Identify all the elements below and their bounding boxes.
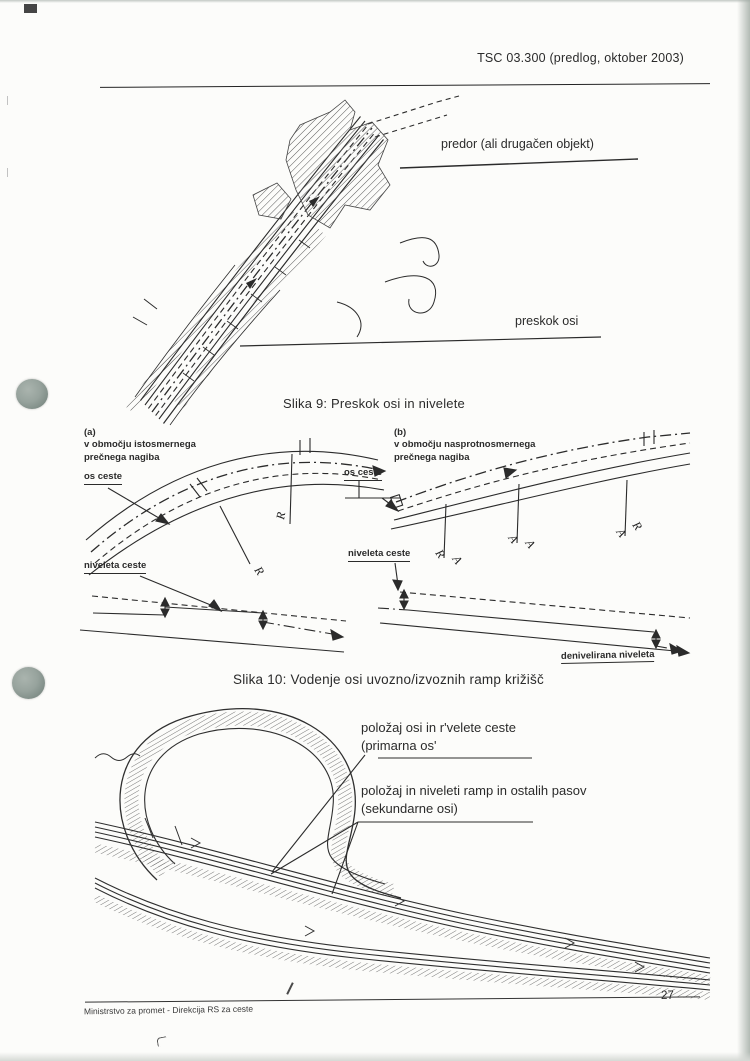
axis-jump-leader — [240, 337, 601, 346]
secondary-axis-label — [361, 782, 586, 817]
tunnel-label: predor (ali drugačen objekt) — [441, 137, 594, 151]
panel-a-title — [84, 427, 196, 464]
arrowhead — [400, 590, 408, 598]
arrowhead — [652, 630, 660, 638]
curve-marker-letter: R — [432, 546, 449, 561]
panel-b-title-line1: v območju nasprotnosmernega — [394, 439, 536, 451]
curve-marker-letter: A — [505, 531, 522, 546]
secondary-axis-label-line1: položaj in niveleti ramp in ostalih pasov — [361, 783, 587, 798]
page-header: TSC 03.300 (predlog, oktober 2003) — [477, 51, 684, 65]
scan-edge-right — [737, 0, 750, 1061]
tunnel-label-leader — [400, 159, 638, 168]
arrowhead — [331, 630, 343, 640]
arrowhead — [259, 611, 267, 619]
punch-hole-top — [16, 379, 48, 409]
offset-level-label: denivelirana niveleta — [560, 649, 655, 662]
punch-hole-bottom — [12, 667, 45, 699]
arrowhead — [393, 580, 402, 590]
figure10-caption: Slika 10: Vodenje osi uvozno/izvoznih ramp križišč — [233, 672, 544, 687]
scan-edge-bottom — [0, 1052, 750, 1061]
panel-a-title-line2: prečnega nagiba — [84, 451, 160, 463]
secondary-road-hatch — [95, 898, 710, 996]
figure9-caption: Slika 9: Preskok osi in nivelete — [283, 396, 465, 411]
level-label-a: niveleta ceste — [84, 560, 146, 574]
arrowhead — [156, 514, 169, 524]
arrowhead — [161, 598, 169, 606]
axis-label-a: os ceste — [84, 471, 122, 485]
panel-a-title-line1: v območju istosmernega — [84, 439, 196, 451]
primary-axis-label-line1: položaj osi in r'velete ceste — [361, 720, 516, 735]
footer-text: Ministrstvo za promet - Direkcija RS za ceste — [83, 1003, 254, 1017]
scan-edge-top — [0, 0, 750, 3]
panel-a-level-lines — [80, 576, 346, 652]
secondary-axis-label-line2: (sekundarne osi) — [361, 800, 458, 816]
curve-marker-letter: A — [613, 525, 630, 540]
axis-jump-label: preskok osi — [515, 314, 579, 328]
arrowhead — [400, 601, 408, 609]
footer-rule — [85, 996, 700, 1002]
curve-marker-letter: A — [449, 552, 466, 567]
primary-axis-label — [361, 719, 516, 754]
curve-marker-letter: R — [273, 510, 289, 521]
panel-b-title — [394, 427, 535, 464]
header-rule — [100, 83, 710, 88]
arrowhead — [161, 609, 169, 617]
arrowhead — [259, 621, 267, 629]
page-number: 27 — [661, 990, 674, 1002]
margin-tick — [7, 96, 8, 105]
primary-axis-label-line2: (primarna os' — [361, 737, 437, 753]
label-leaders — [271, 755, 533, 894]
curve-marker-letter: A — [522, 536, 539, 551]
primary-road-lines — [95, 822, 710, 973]
arrowhead — [677, 646, 689, 656]
panel-b-tag: (b) — [394, 427, 407, 438]
margin-tick — [7, 168, 8, 177]
corner-mark — [24, 4, 37, 13]
panel-b-title-line2: prečnega nagiba — [394, 451, 470, 463]
panel-b-level-lines — [378, 563, 690, 652]
level-label-b: niveleta ceste — [348, 548, 410, 562]
panel-a-tag: (a) — [84, 427, 96, 438]
curve-marker-letter: R — [251, 563, 268, 578]
axis-label-b: os ceste — [344, 467, 382, 481]
stray-pen-mark — [286, 982, 293, 995]
figure9-drawing — [85, 95, 710, 420]
curve-marker-letter: R — [629, 518, 646, 533]
tunnel-hatched-area — [253, 100, 390, 228]
stray-curl-mark — [156, 1036, 167, 1047]
